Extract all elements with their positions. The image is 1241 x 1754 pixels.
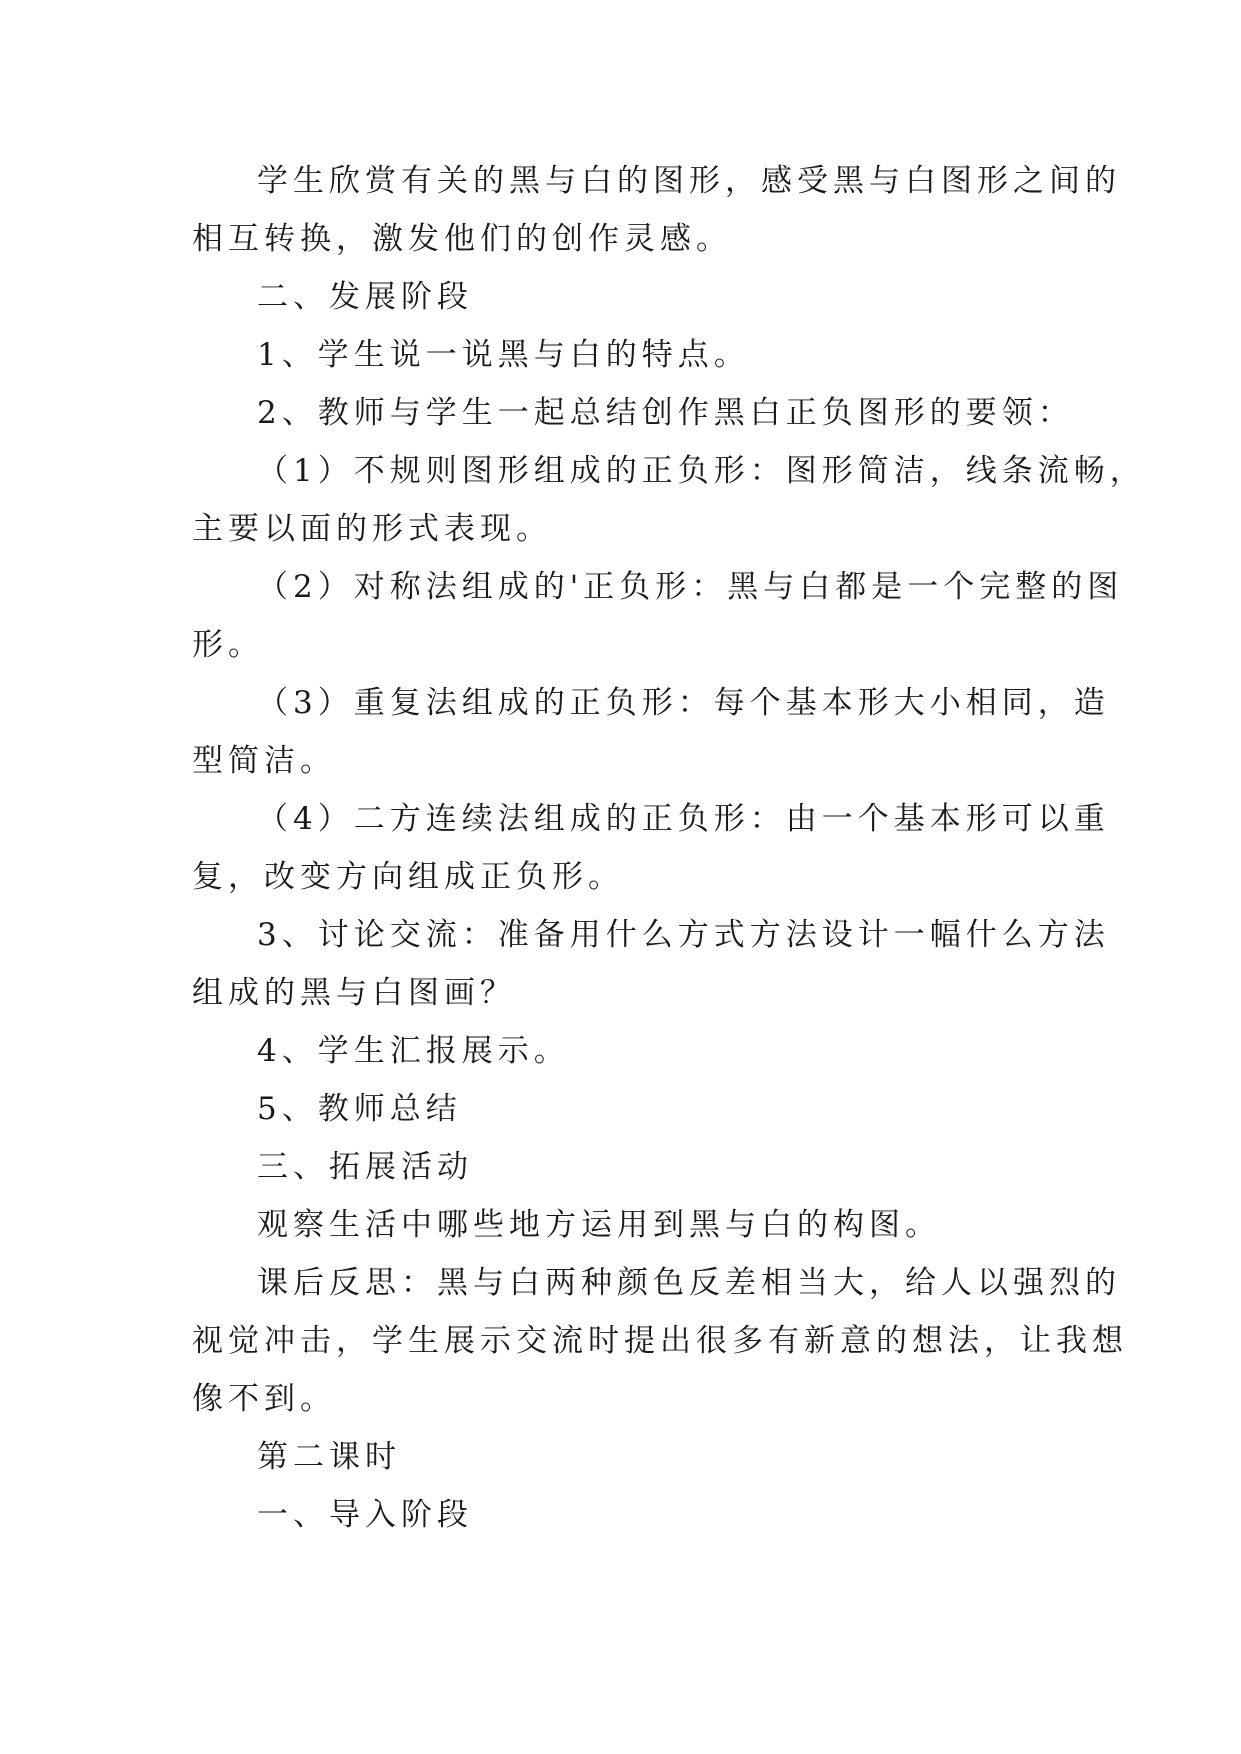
sub-list-item: （3）重复法组成的正负形：每个基本形大小相同，造 xyxy=(257,685,1110,721)
paragraph-line: 视觉冲击，学生展示交流时提出很多有新意的想法，让我想 xyxy=(192,1323,1128,1359)
sub-list-item: （1）不规则图形组成的正负形：图形简洁，线条流畅， xyxy=(257,453,1146,489)
list-item: 2、教师与学生一起总结创作黑白正负图形的要领： xyxy=(257,395,1074,431)
paragraph-line: 复，改变方向组成正负形。 xyxy=(192,859,624,895)
section-heading: 二、发展阶段 xyxy=(257,279,473,315)
paragraph-line: 组成的黑与白图画？ xyxy=(192,975,516,1011)
sub-list-item: （2）对称法组成的'正负形：黑与白都是一个完整的图 xyxy=(257,569,1124,605)
list-item: 1、学生说一说黑与白的特点。 xyxy=(257,337,750,373)
paragraph-line: 形。 xyxy=(192,627,264,663)
list-item: 3、讨论交流：准备用什么方式方法设计一幅什么方法 xyxy=(257,917,1110,953)
paragraph-line: 型简洁。 xyxy=(192,743,336,779)
document-body xyxy=(192,152,1146,1544)
paragraph-line: 主要以面的形式表现。 xyxy=(192,511,552,547)
section-heading: 第二课时 xyxy=(257,1439,401,1475)
paragraph-line: 观察生活中哪些地方运用到黑与白的构图。 xyxy=(257,1207,941,1243)
list-item: 5、教师总结 xyxy=(257,1091,462,1127)
paragraph-line: 像不到。 xyxy=(192,1381,336,1417)
paragraph-line: 课后反思：黑与白两种颜色反差相当大，给人以强烈的 xyxy=(257,1265,1121,1301)
paragraph-line: 学生欣赏有关的黑与白的图形，感受黑与白图形之间的 xyxy=(257,163,1121,199)
section-heading: 一、导入阶段 xyxy=(257,1497,473,1533)
section-heading: 三、拓展活动 xyxy=(257,1149,473,1185)
paragraph-line: 相互转换，激发他们的创作灵感。 xyxy=(192,221,732,257)
sub-list-item: （4）二方连续法组成的正负形：由一个基本形可以重 xyxy=(257,801,1110,837)
list-item: 4、学生汇报展示。 xyxy=(257,1033,570,1069)
